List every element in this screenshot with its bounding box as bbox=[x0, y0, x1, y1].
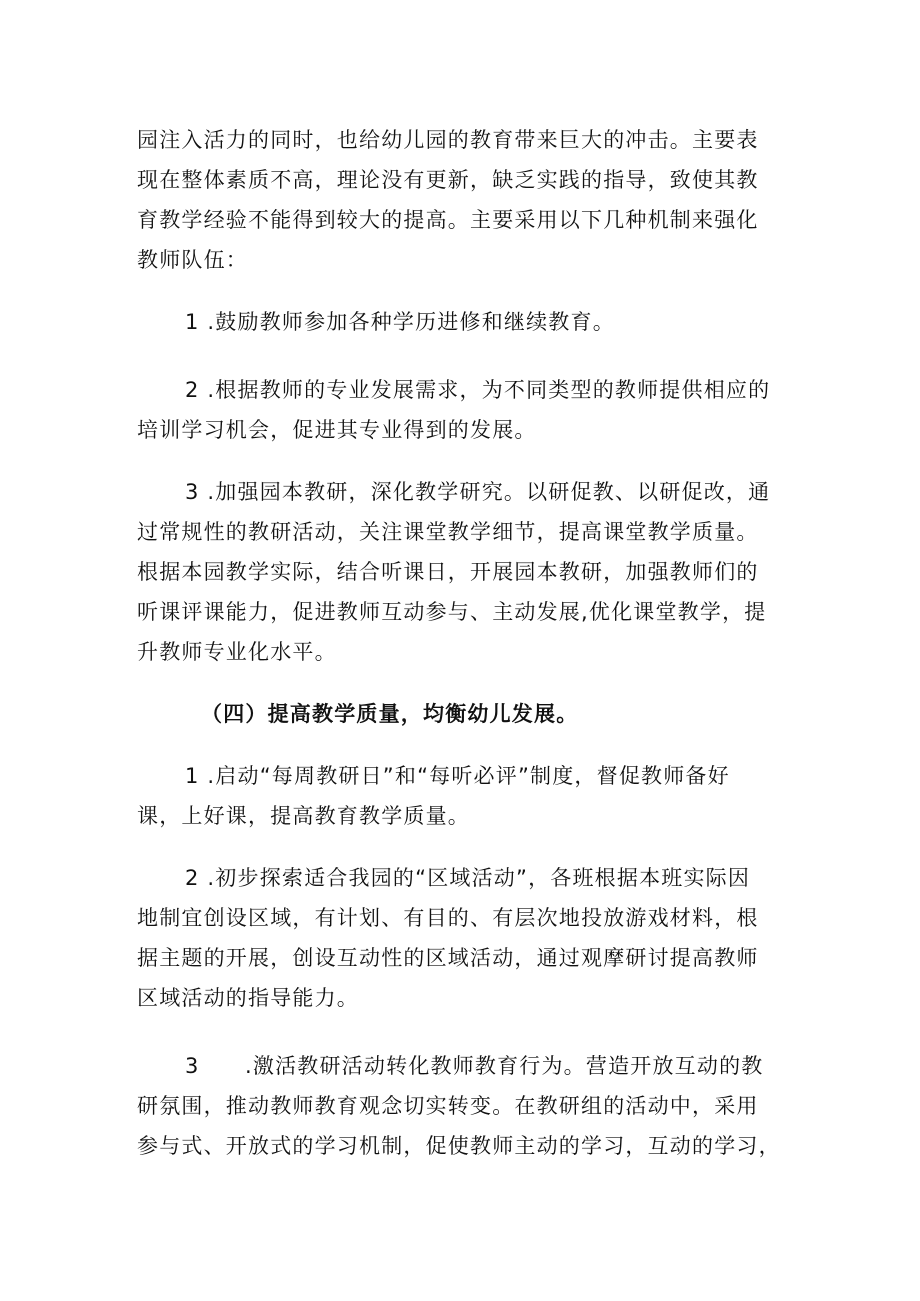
text-line: 1 .鼓励教师参加各种学历进修和继续教育。 bbox=[185, 310, 615, 334]
item-text: .激活教研活动转化教师教育行为。营造开放互动的教 bbox=[245, 1054, 764, 1078]
section4-item-2 bbox=[137, 858, 789, 1018]
text-line: 教师队伍： bbox=[137, 248, 248, 272]
text-line: 参与式、开放式的学习机制，促使教师主动的学习，互动的学习， bbox=[137, 1134, 781, 1158]
text-line: 区域活动的指导能力。 bbox=[137, 986, 359, 1010]
text-line: 培训学习机会，促进其专业得到的发展。 bbox=[137, 418, 537, 442]
list-item-2 bbox=[137, 370, 789, 450]
text-line: 园注入活力的同时，也给幼儿园的教育带来巨大的冲击。主要表 bbox=[137, 128, 759, 152]
list-item-1 bbox=[137, 302, 789, 342]
list-item-3 bbox=[137, 472, 789, 672]
text-line bbox=[137, 1046, 789, 1086]
text-line: 过常规性的教研活动，关注课堂教学细节，提高课堂教学质量。 bbox=[137, 520, 759, 544]
section-heading bbox=[137, 694, 789, 734]
text-line: 地制宜创设区域，有计划、有目的、有层次地投放游戏材料，根 bbox=[137, 906, 759, 930]
text-line: 课，上好课，提高教育教学质量。 bbox=[137, 804, 470, 828]
section4-item-1 bbox=[137, 756, 789, 836]
section4-item-3 bbox=[137, 1046, 789, 1166]
text-line: 1 .启动“每周教研日”和“每听必评”制度，督促教师备好 bbox=[185, 764, 730, 788]
text-line: 2 .初步探索适合我园的“区域活动”，各班根据本班实际因 bbox=[185, 866, 751, 890]
text-line: 升教师专业化水平。 bbox=[137, 640, 337, 664]
document-body bbox=[137, 120, 789, 1166]
text-line: 现在整体素质不高，理论没有更新，缺乏实践的指导，致使其教 bbox=[137, 168, 759, 192]
text-line: 听课评课能力，促进教师互动参与、主动发展,优化课堂教学，提 bbox=[137, 600, 767, 624]
text-line: 研氛围，推动教师教育观念切实转变。在教研组的活动中，采用 bbox=[137, 1094, 759, 1118]
text-line: 根据本园教学实际，结合听课日，开展园本教研，加强教师们的 bbox=[137, 560, 759, 584]
item-number: 3 bbox=[185, 1054, 200, 1078]
text-line: 3 .加强园本教研，深化教学研究。以研促教、以研促改，通 bbox=[185, 480, 771, 504]
text-line: 据主题的开展，创设互动性的区域活动，通过观摩研讨提高教师 bbox=[137, 946, 759, 970]
text-line: 2 .根据教师的专业发展需求，为不同类型的教师提供相应的 bbox=[185, 378, 771, 402]
paragraph-intro bbox=[137, 120, 789, 280]
text-line: 育教学经验不能得到较大的提高。主要采用以下几种机制来强化 bbox=[137, 208, 759, 232]
heading-text: （四）提高教学质量，均衡幼儿发展。 bbox=[201, 702, 579, 726]
